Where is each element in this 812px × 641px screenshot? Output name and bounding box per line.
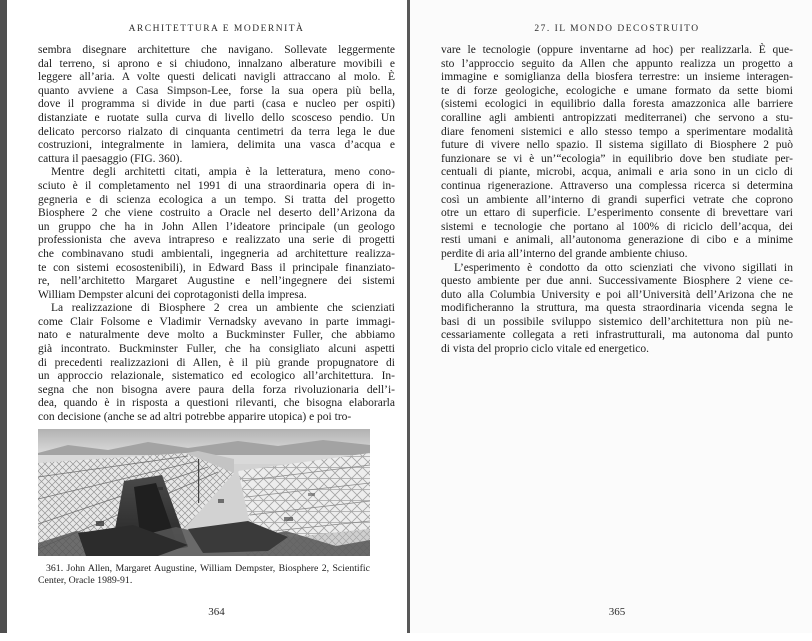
text-line: Center, Oracle 1989-91.: [38, 574, 133, 586]
running-header-right: 27. IL MONDO DECOSTRUITO: [534, 24, 700, 34]
text-line: basi di un possibile sviluppo sistemico dell’architettura non più ne-: [441, 315, 793, 328]
text-line: cattura il paesaggio (FIG. 360).: [38, 152, 183, 165]
text-line: vare le tecnologie (oppure inventarne ad hoc) per realizzarla. È que-: [441, 44, 793, 56]
page-number-right: 365: [608, 606, 626, 618]
paragraph: [38, 44, 395, 166]
book-gutter-line: [407, 0, 410, 633]
left-page: [38, 0, 395, 641]
text-line: L’esperimento è condotto da otto scienziati che vivono sigillati in: [454, 261, 793, 274]
text-line: re, nell’architetto Margaret Augustine e nell’ingegnere dei sistemi: [38, 275, 395, 288]
paragraph: [441, 262, 793, 357]
text-line: questo ambiente per due anni. Successivamente Biosphere 2 viene ce-: [441, 275, 793, 288]
text-line: resti umani e animali, all’autonoma generazione di cibo e a minime: [441, 234, 793, 247]
text-line: continua rigenerazione. Attraverso una complessa ricerca si determina: [441, 179, 793, 192]
text-line: delicato percorso rialzato di cinquanta centimetri da terra lega le due: [38, 125, 395, 138]
text-line: modificheranno la struttura, ma questa straordinaria vicenda segna le: [441, 302, 793, 315]
text-line: (sistemi ecologici in equilibrio dalla foresta amazzonica alle barriere: [441, 98, 793, 111]
text-line: William Dempster alcuni dei coprotagonisti della impresa.: [38, 288, 307, 301]
text-line: di precedenti realizzazioni di Allen, è il più grande propugnatore di: [38, 356, 395, 369]
text-line: distanziate e ruotate sulla curva di livello dello scosceso pendio. Un: [38, 111, 395, 124]
text-line: otre un ettaro di superficie. L’esperimento consente di brevettare vari: [441, 207, 793, 220]
text-line: leggere all’aria. A volte questi delicati navigli attraccano al molo. È: [38, 71, 395, 84]
text-line: Mentre degli architetti citati, ampia è la letteratura, meno cono-: [51, 166, 395, 179]
biosphere-construction-photo: [38, 429, 370, 556]
text-line: professionista che aveva intrapreso e realizzato una serie di progetti: [38, 234, 395, 247]
paragraph: [441, 44, 793, 262]
text-line: gegneria e di scienza ecologica a un tempo. Si tratta del progetto: [38, 193, 395, 206]
paragraph: [38, 166, 395, 302]
photo-illustration: [38, 429, 370, 556]
right-page: [441, 0, 793, 641]
text-line: future di vivere nello spazio. Il sistema sigillato di Biosphere 2 può: [441, 139, 793, 152]
text-line: nato e naturalmente deve molto a Buckminster Fuller, che abbiamo: [38, 329, 395, 342]
text-line: dal terreno, si aprono e si chiudono, innalzano alberature movibili e: [38, 57, 395, 70]
book-left-edge: [0, 0, 7, 633]
text-line: sistemi e tecnologie che portano al 100% di riciclo dell’acqua, dei: [441, 220, 793, 233]
text-line: già incontrato. Buckminster Fuller, che ha consigliato alcuni aspetti: [38, 343, 395, 356]
text-line: Biosphere 2 che viene costruito a Oracle nel deserto dell’Arizona da: [38, 207, 395, 220]
running-header-left: ARCHITETTURA E MODERNITÀ: [128, 24, 305, 34]
text-line: duto alla Columbia University e poi all’Università dell’Arizona che ne: [441, 288, 793, 301]
text-line: segna che non bisogna avere paura della forza rivoluzionaria dell’i-: [38, 383, 395, 396]
text-line: sciuto è il completamento nel 1991 di una straordinaria opera di in-: [38, 179, 395, 192]
text-line: dove il programma si divide in due parti (casa e nucleo per ospiti): [38, 98, 395, 111]
text-line: cessariamente collegata a reti infrastrutturali, ma autonoma dal punto: [441, 329, 793, 342]
text-line: di vista del proprio ciclo vitale ed energetico.: [441, 343, 649, 356]
text-line: coralline agli ambienti antropizzati mediterranei) che servono a stu-: [441, 111, 793, 124]
text-line: sembra disegnare architetture che navigano. Sollevate leggermente: [38, 44, 395, 56]
text-line: così un ambiente all’interno di grandi superfici vetrate che coprono: [441, 193, 793, 206]
text-line: costruzioni, integralmente in lamiera, delimita una vasca d’acqua e: [38, 139, 395, 152]
text-line: funzionare se vi è un’“ecologia” in equilibrio dove ben studiate per-: [441, 152, 793, 165]
text-line: diare fenomeni sistemici e allo stesso tempo a sperimentare modalità: [441, 125, 793, 138]
text-line: che combinavano studi ambientali, ingegneria ad architetture realizza-: [38, 247, 395, 260]
text-line: dea, quando è in risposta a questioni rilevanti, che bisogna elaborarla: [38, 397, 395, 410]
text-line: centuali di piante, microbi, acqua, animali e aria sono in un ciclo di: [441, 166, 793, 179]
text-line: perdite di aria all’interno del grande ambiente chiuso.: [441, 247, 688, 260]
text-line: immagine e somiglianza della biosfera terrestre: un insieme interagen-: [441, 71, 793, 84]
page-number-left: 364: [208, 606, 225, 618]
text-line: un gruppo che ha in John Allen l’ideatore principale (un geologo: [38, 220, 395, 233]
text-line: un approccio relazionale, sistematico ed ecologico all’architettura. In-: [38, 370, 395, 383]
figure-caption: [38, 563, 370, 587]
text-line: te con sistemi ecosostenibili), in Edward Bass il principale finanziato-: [38, 261, 395, 274]
text-line: come Clair Folsome e Vladimir Vernadsky avevano in parte immagi-: [38, 315, 395, 328]
text-line: quanto avviene a Casa Simpson-Lee, forse la sua opera più bella,: [38, 84, 395, 97]
text-line: te di forze geologiche, ecologiche e umane formato da sette biomi: [441, 84, 793, 97]
text-line: sto l’approccio seguito da Allen che appunto realizza un progetto a: [441, 57, 793, 70]
text-line: con decisione (anche se ad altri potrebbe apparire utopica) e poi tro-: [38, 411, 352, 424]
paragraph: [38, 563, 370, 587]
right-page-body-text: [441, 44, 793, 357]
paragraph: [38, 302, 395, 424]
text-line: La realizzazione di Biosphere 2 crea un ambiente che scienziati: [51, 302, 395, 315]
text-line: 361. John Allen, Margaret Augustine, William Dempster, Biosphere 2, Scientific: [46, 563, 370, 574]
left-page-body-text: [38, 44, 395, 425]
